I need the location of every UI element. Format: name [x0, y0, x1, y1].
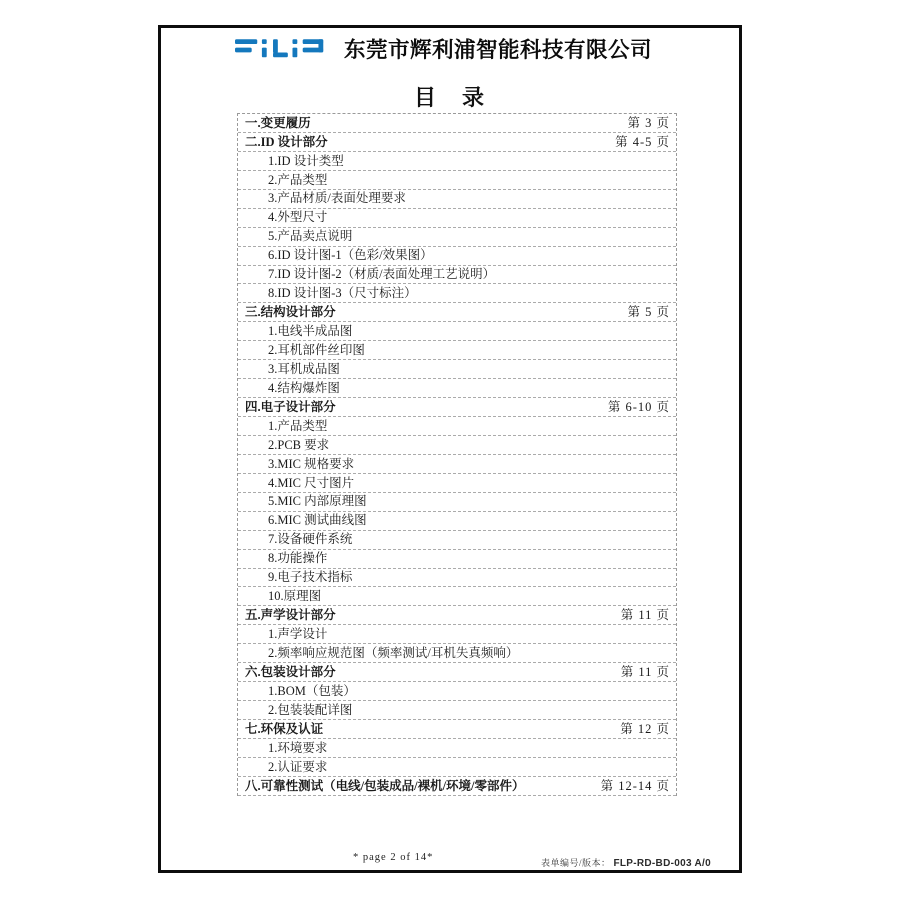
- toc-item-label: 8.ID 设计图-3（尺寸标注）: [268, 286, 417, 301]
- toc-item-row: [238, 247, 676, 266]
- toc-item-label: 9.电子技术指标: [268, 570, 353, 585]
- toc-section-label: 二.ID 设计部分: [245, 134, 328, 149]
- toc-item-row: [238, 266, 676, 285]
- toc-page-number: 第 4-5 页: [615, 134, 670, 149]
- toc-section-row: [238, 720, 676, 739]
- footer-page-info: * page 2 of 14*: [353, 852, 434, 863]
- toc-item-row: [238, 379, 676, 398]
- toc-page-number: 第 12 页: [620, 721, 670, 736]
- toc-section-row: [238, 303, 676, 322]
- toc-item-label: 4.外型尺寸: [268, 210, 328, 225]
- toc-item-label: 7.ID 设计图-2（材质/表面处理工艺说明）: [268, 267, 496, 282]
- toc-item-row: [238, 682, 676, 701]
- toc-item-label: 10.原理图: [268, 589, 322, 604]
- toc-section-row: [238, 606, 676, 625]
- toc-item-row: [238, 360, 676, 379]
- toc-item-row: [238, 644, 676, 663]
- toc-table: [237, 113, 677, 796]
- toc-section-label: 七.环保及认证: [245, 721, 324, 736]
- toc-page-number: 第 3 页: [627, 115, 670, 130]
- company-name: 东莞市辉利浦智能科技有限公司: [344, 38, 653, 62]
- toc-item-row: [238, 701, 676, 720]
- toc-page-number: 第 11 页: [620, 608, 670, 623]
- toc-item-row: [238, 322, 676, 341]
- toc-item-label: 1.ID 设计类型: [268, 153, 344, 168]
- document-header: [235, 33, 652, 64]
- toc-item-label: 2.耳机部件丝印图: [268, 342, 365, 357]
- toc-item-row: [238, 531, 676, 550]
- toc-item-label: 1.产品类型: [268, 418, 328, 433]
- toc-item-row: [238, 209, 676, 228]
- toc-item-label: 3.产品材质/表面处理要求: [268, 191, 406, 206]
- toc-item-label: 2.PCB 要求: [268, 437, 330, 452]
- page-frame: [158, 25, 742, 873]
- toc-item-row: [238, 739, 676, 758]
- toc-item-label: 8.功能操作: [268, 551, 328, 566]
- toc-section-row: [238, 133, 676, 152]
- toc-item-row: [238, 569, 676, 588]
- form-number-label: 表单编号/版本：: [540, 858, 611, 868]
- toc-item-row: [238, 758, 676, 777]
- toc-page-number: 第 12-14 页: [600, 778, 670, 793]
- toc-item-row: [238, 190, 676, 209]
- toc-item-row: [238, 625, 676, 644]
- toc-section-label: 一.变更履历: [245, 115, 311, 130]
- toc-section-label: 五.声学设计部分: [245, 608, 336, 623]
- toc-item-row: [238, 417, 676, 436]
- toc-section-row: [238, 114, 676, 133]
- toc-item-row: [238, 171, 676, 190]
- toc-section-label: 三.结构设计部分: [245, 305, 336, 320]
- toc-section-label: 八.可靠性测试（电线/包装成品/裸机/环境/零部件）: [245, 778, 525, 793]
- toc-section-row: [238, 777, 676, 796]
- toc-item-row: [238, 436, 676, 455]
- toc-section-label: 六.包装设计部分: [245, 664, 336, 679]
- toc-item-row: [238, 587, 676, 606]
- toc-page-number: 第 6-10 页: [607, 399, 670, 414]
- toc-section-row: [238, 398, 676, 417]
- toc-item-label: 1.环境要求: [268, 740, 328, 755]
- toc-item-label: 4.结构爆炸图: [268, 380, 340, 395]
- toc-page-number: 第 5 页: [627, 305, 670, 320]
- toc-item-row: [238, 512, 676, 531]
- toc-item-row: [238, 341, 676, 360]
- toc-item-label: 1.声学设计: [268, 627, 328, 642]
- toc-item-row: [238, 284, 676, 303]
- toc-item-label: 2.产品类型: [268, 172, 328, 187]
- toc-item-row: [238, 493, 676, 512]
- footer-form-info: [541, 853, 711, 871]
- toc-section-label: 四.电子设计部分: [245, 399, 336, 414]
- toc-item-label: 2.包装装配详图: [268, 702, 353, 717]
- toc-section-row: [238, 663, 676, 682]
- toc-item-label: 4.MIC 尺寸图片: [268, 475, 355, 490]
- toc-item-row: [238, 455, 676, 474]
- toc-item-label: 3.MIC 规格要求: [268, 456, 355, 471]
- toc-item-label: 2.认证要求: [268, 759, 328, 774]
- toc-item-row: [238, 152, 676, 171]
- toc-item-row: [238, 474, 676, 493]
- toc-item-label: 2.频率响应规范图（频率测试/耳机失真频响）: [268, 645, 519, 660]
- toc-item-label: 3.耳机成品图: [268, 361, 340, 376]
- form-number-code: FLP-RD-BD-003 A/0: [613, 858, 711, 869]
- toc-item-label: 6.MIC 测试曲线图: [268, 513, 367, 528]
- toc-item-label: 1.电线半成品图: [268, 324, 353, 339]
- page-title: 目 录: [413, 85, 486, 110]
- toc-item-row: [238, 228, 676, 247]
- toc-item-label: 5.产品卖点说明: [268, 229, 353, 244]
- toc-item-label: 7.设备硬件系统: [268, 532, 353, 547]
- toc-page-number: 第 11 页: [620, 664, 670, 679]
- filip-logo-icon: [235, 35, 337, 62]
- toc-item-label: 6.ID 设计图-1（色彩/效果图）: [268, 248, 433, 263]
- toc-item-row: [238, 550, 676, 569]
- toc-item-label: 5.MIC 内部原理图: [268, 494, 367, 509]
- toc-item-label: 1.BOM（包装）: [268, 683, 356, 698]
